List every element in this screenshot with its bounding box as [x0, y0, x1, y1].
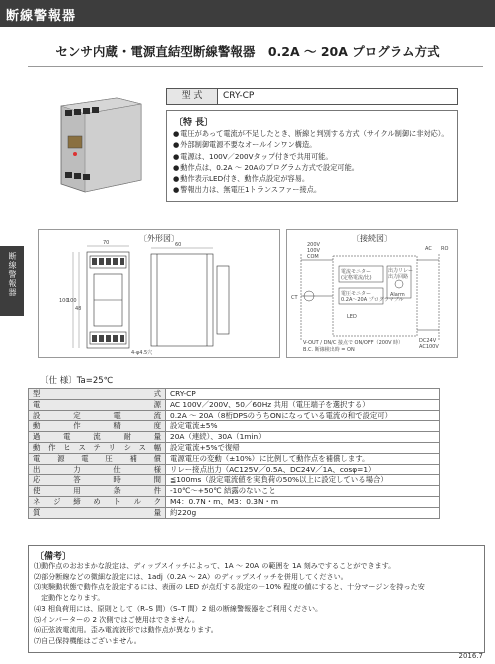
- spec-label: 動作ヒステリシス幅: [29, 442, 166, 453]
- outline-dim-depth: 60: [175, 242, 182, 248]
- wiring-note: V-OUT / DN/C 接点で ON/OFF（200V 時）: [303, 340, 404, 346]
- note-item: ⑷3 相負荷用には、原則として（R–S 間）（S–T 間）2 組の断線警報器をご利用ください。: [34, 603, 323, 613]
- spec-label: 応答時間: [29, 475, 166, 486]
- table-row: [29, 410, 440, 421]
- table-row: [29, 507, 440, 518]
- outline-dim-hole: 4-φ4.5穴: [131, 350, 153, 356]
- wiring-label-ct: CT: [291, 295, 298, 301]
- wiring-label-ac100v: AC100V: [419, 344, 439, 350]
- table-row: [29, 464, 440, 475]
- spec-value: ≦100ms（設定電流値を実負荷の50%以上に設定している場合）: [166, 475, 440, 486]
- spec-value: M4：0.7N・m、M3：0.3N・m: [166, 496, 440, 507]
- table-row: [29, 421, 440, 432]
- wiring-label-current-monitor: 電流モニター: [341, 269, 372, 275]
- spec-value: CRY-CP: [166, 389, 440, 400]
- spec-label: 動作精度: [29, 421, 166, 432]
- spec-label: ネジ締めトルク: [29, 496, 166, 507]
- wiring-label-led: LED: [347, 314, 357, 320]
- category-header-bar: [0, 0, 495, 27]
- wiring-label-ac: AC: [425, 246, 432, 252]
- feature-item: ●動作表示LED付き、動作点設定が容易。: [173, 174, 310, 184]
- wiring-diagram: [287, 230, 457, 357]
- table-row: [29, 399, 440, 410]
- table-row: [29, 496, 440, 507]
- features-title: 〔特 長〕: [174, 118, 214, 128]
- outline-dim-overall: 100: [59, 298, 69, 304]
- spec-value: 0.2A ～ 20A（8桁DPSのうちONになっている電流の和で設定可）: [166, 410, 440, 421]
- bullet-icon: ●: [173, 129, 180, 138]
- bullet-icon: ●: [173, 140, 180, 150]
- features-box: [166, 110, 458, 202]
- note-item: 定動作となります。: [34, 593, 105, 603]
- model-label: 型 式: [167, 89, 218, 104]
- note-item: ⑴動作点のおおまかな設定は、ディップスイッチによって、1A ～ 20A の範囲を 1A 刻みですることができます。: [34, 561, 396, 570]
- note-item: ⑺自己保持機能はございません。: [34, 635, 141, 645]
- spec-table: [28, 388, 440, 519]
- wiring-label-current-sub: (定格電流/比): [341, 275, 372, 281]
- note-item: ⑶実験動状態で動作点を設定するには、表面の LED が点灯する設定の－10% 程度の値にすると、十分マージンを持った安: [34, 582, 425, 592]
- spec-value: 設定電流±5%: [166, 421, 440, 432]
- feature-item: ●外部制御電源不要なオールインワン構造。: [173, 140, 317, 150]
- bullet-icon: ●: [173, 174, 180, 184]
- wiring-label-alarm: Alarm: [390, 292, 405, 298]
- wiring-label-dc24v: DC24V: [419, 338, 437, 344]
- category-label: 断線警報器: [6, 9, 77, 24]
- bullet-icon: ●: [173, 162, 180, 172]
- footer-date: 2016.7: [458, 652, 483, 660]
- product-photo: [41, 88, 159, 200]
- spec-label: 設定電流: [29, 410, 166, 421]
- wiring-label-com: COM: [307, 254, 319, 260]
- wiring-title: 〔接続図〕: [352, 234, 392, 243]
- spec-label: 出力仕様: [29, 464, 166, 475]
- spec-label: 電源電圧補償: [29, 453, 166, 464]
- outline-drawing: [39, 230, 279, 357]
- outline-dim-mount: 48: [75, 306, 82, 312]
- spec-value: 電源電圧の変動（±10%）に比例して動作点を補償します。: [166, 453, 440, 464]
- note-item: ⑸インバーターの 2 次側ではご使用はできません。: [34, 614, 200, 624]
- model-box: [166, 88, 458, 105]
- wiring-diagram-box: [286, 229, 458, 358]
- wiring-label-voltage-monitor: 電圧モニター: [341, 291, 372, 297]
- table-row: [29, 486, 440, 497]
- notes-list: [34, 561, 425, 647]
- feature-item: ●動作点は、0.2A ～ 20Aのプログラム方式で設定可能。: [173, 162, 359, 172]
- outline-dim-height: 100: [67, 298, 77, 304]
- outline-dim-width: 70: [103, 240, 110, 246]
- outline-drawing-box: [38, 229, 280, 358]
- spec-value: AC 100V／200V、50／60Hz 共用（電圧端子を選択する）: [166, 399, 440, 410]
- table-row: [29, 442, 440, 453]
- feature-item: ●電圧があって電流が不足したとき、断線と判別する方式（サイクル制御に非対応）。: [173, 129, 449, 138]
- table-row: [29, 389, 440, 400]
- wiring-label-ro: RO: [441, 246, 449, 252]
- bullet-icon: ●: [173, 185, 180, 195]
- spec-label: 質量: [29, 507, 166, 518]
- side-category-tab: [0, 246, 24, 316]
- spec-value: 20A（連続）、30A（1min）: [166, 432, 440, 443]
- note-item: ⑹正弦波電流用。歪み電流波形では動作点が異なります。: [34, 625, 218, 635]
- spec-value: -10℃～+50℃ 結露のないこと: [166, 486, 440, 497]
- table-row: [29, 453, 440, 464]
- spec-label: 過電流耐量: [29, 432, 166, 443]
- wiring-label-100v: 100V: [307, 248, 320, 254]
- spec-value: 設定電流+5%で復帰: [166, 442, 440, 453]
- spec-value: 約220g: [166, 507, 440, 518]
- feature-item: ●警報出力は、無電圧1トランスファー接点。: [173, 185, 322, 195]
- wiring-label-200v: 200V: [307, 242, 320, 248]
- note-item: ⑵部分断線などの微細な設定には、1adj（0.2A ～ 2A）のディップスイッチを併用してください。: [34, 571, 348, 581]
- title-divider: [28, 66, 483, 67]
- spec-label: 電源: [29, 399, 166, 410]
- features-list: [173, 128, 449, 196]
- wiring-label-output-circuit: 出力回路: [388, 274, 409, 280]
- feature-item: ●電源は、100V／200Vタップ付きで共用可能。: [173, 151, 333, 161]
- bullet-icon: ●: [173, 151, 180, 161]
- spec-value: リレー接点出力（AC125V／0.5A、DC24V／1A、cosφ=1）: [166, 464, 440, 475]
- spec-label: 型式: [29, 389, 166, 400]
- table-row: [29, 475, 440, 486]
- side-tab-label: 断線警報器: [8, 252, 17, 297]
- notes-title: 〔備考〕: [35, 552, 72, 562]
- table-row: [29, 432, 440, 443]
- model-value: CRY-CP: [223, 91, 255, 101]
- outline-title: 〔外形図〕: [139, 234, 179, 243]
- notes-box: [28, 545, 485, 653]
- spec-label: 使用条件: [29, 486, 166, 497]
- wiring-label-relay: 出力リレー: [388, 268, 414, 274]
- wiring-note-2: B.C. 断線検出時 = ON: [303, 347, 355, 353]
- spec-title: 〔仕 様〕Ta=25℃: [40, 376, 114, 386]
- page-title: センサ内蔵・電源直結型断線警報器 0.2A ～ 20A プログラム方式: [55, 44, 440, 59]
- wiring-label-range: 0.2A～20A プログラマブル: [341, 297, 404, 303]
